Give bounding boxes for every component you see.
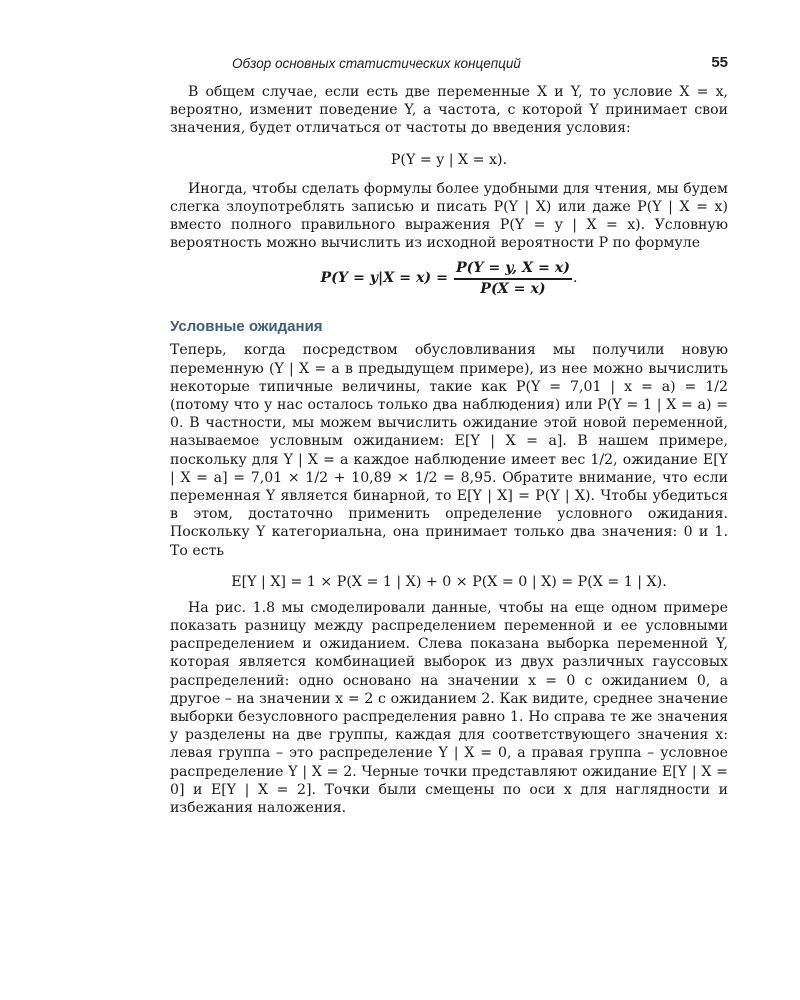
formula-denominator: P(X = x) [480, 280, 546, 297]
running-header-title: Обзор основных статистических концепций [232, 56, 521, 71]
formula-binary-expectation: E[Y | X] = 1 × P(X = 1 | X) + 0 × P(X = 0 | X) = P(X = 1 | X). [231, 573, 667, 590]
paragraph-conditioning-intro: В общем случае, если есть две переменные X и Y, то условие X = x, вероятно, изменит поведение Y, а частота, с которой Y принимает свои значения, будет отличаться от частоты до введения условия: [170, 84, 728, 137]
running-header [170, 52, 728, 74]
paragraph-notation: Иногда, чтобы сделать формулы более удобными для чтения, мы будем слегка злоупотреблять записью и писать P(Y | X) или даже P(Y | X = x) вместо полного правильного выражения P(Y = y | X = x). Условную вероятность можно вычислить из исходной вероятности P по формуле [170, 180, 728, 252]
book-page [170, 52, 728, 817]
formula-numerator: P(Y = y, X = x) [455, 260, 570, 277]
paragraph-conditional-expectation: Теперь, когда посредством обусловливания мы получили новую переменную (Y | X = a в предыдущем примере), из нее можно вычислить некоторые типичные величины, такие как P(Y = 7,01 | x = a) = 1/2 (потому что у нас осталось только два наблюдения) или P(Y = 1 | X = a) = 0. В частности, мы можем вычислить ожидание этой новой переменной, называемое условным ожиданием: E[Y | X = a]. В нашем примере, поскольку для Y | X = a каждое наблюдение имеет вес 1/2, ожидание E[Y | X = a] = 7,01 × 1/2 + 10,89 × 1/2 = 8,95. Обратите внимание, что если переменная Y является бинарной, то E[Y | X] = P(Y | X). Чтобы убедиться в этом, достаточно применить определение условного ожидания. Поскольку Y категориальна, она принимает только два значения: 0 и 1. То есть [170, 342, 728, 559]
formula-period: . [572, 270, 578, 287]
paragraph-figure-description: На рис. 1.8 мы смоделировали данные, чтобы на еще одном примере показать разницу между распределением переменной и ее условными распределением и ожиданием. Слева показана выборка переменной Y, которая является комбинацией выборок из двух различных гауссовых распределений: одно основано на значении x = 0 с ожиданием 0, а другое – на значении x = 2 с ожиданием 2. Как видите, среднее значение выборки безусловного распределения равно 1. Но справа те же значения y разделены на две группы, каждая для соответствующего значения x: левая группа – это распределение Y | X = 0, а правая группа – условное распределение Y | X = 2. Черные точки представляют ожидание E[Y | X = 0] и E[Y | X = 2]. Точки были смещены по оси x для наглядности и избежания наложения. [170, 599, 728, 817]
formula-lhs: P(Y = y|X = x) = [320, 270, 448, 287]
formula-conditional-probability: P(Y = y | X = x). [390, 151, 508, 168]
formula-fraction [454, 260, 572, 296]
page-number: 55 [711, 54, 728, 71]
section-heading: Условные ожидания [170, 318, 323, 336]
formula-conditional-probability-definition [170, 256, 728, 300]
